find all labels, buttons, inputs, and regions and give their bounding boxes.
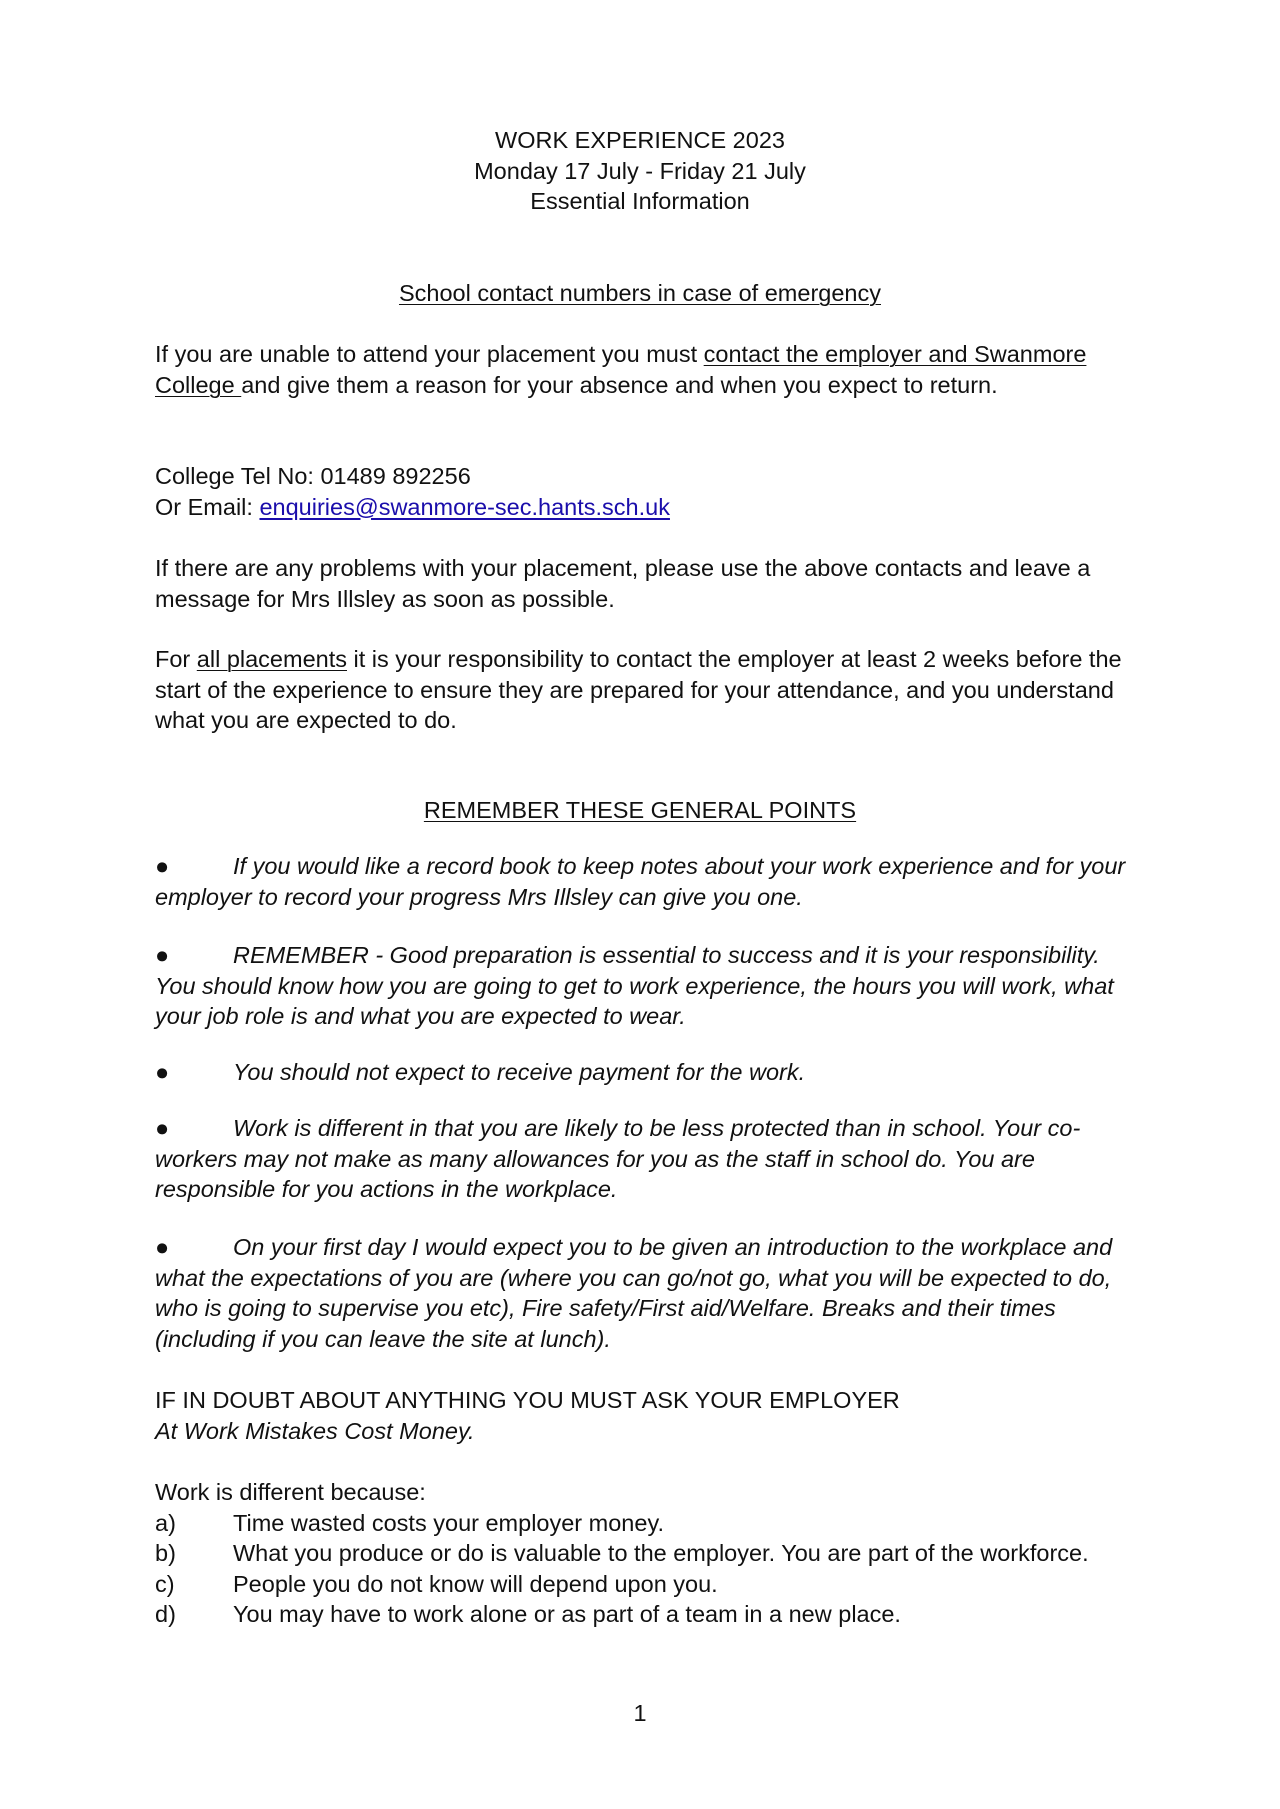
list-item: a) Time wasted costs your employer money.	[155, 1509, 664, 1536]
contacts-heading: School contact numbers in case of emergency	[398, 280, 881, 306]
email-link[interactable]: enquiries@swanmore-sec.hants.sch.uk	[259, 493, 670, 520]
all-placements-underlined: all placements	[196, 646, 347, 672]
general-point-5: ● On your first day I would expect you to be given an introduction to the workplace and what the expectations of you are (where you can go/not go, what you will be expected to do, who is going to supervise you etc), Fire safety/First aid/Welfare. Breaks and their times (including if you can leave the site at lunch).	[155, 1234, 1113, 1352]
work-different-block	[155, 1477, 1130, 1630]
problems-paragraph: If there are any problems with your placement, please use the above contacts and leave a message for Mrs Illsley as soon as possible.	[155, 555, 1091, 612]
doubt-block	[155, 1385, 1130, 1446]
absence-paragraph: If you are unable to attend your placement you must contact the employer and Swanmore College and give them a reason for your absence and when you expect to return.	[155, 341, 1087, 398]
mistakes-line: At Work Mistakes Cost Money.	[155, 1417, 475, 1444]
document-title: WORK EXPERIENCE 2023	[495, 127, 785, 153]
bullet-icon: ●	[155, 942, 170, 968]
general-point-2: ● REMEMBER - Good preparation is essential to success and it is your responsibility. You should know how you are going to get to work experience, the hours you will work, what your job role is and what you are expected to wear.	[155, 942, 1114, 1029]
list-item: d) You may have to work alone or as part of a team in a new place.	[155, 1601, 901, 1627]
general-point-1: ● If you would like a record book to keep notes about your work experience and for your employer to record your progress Mrs Illsley can give you one.	[155, 853, 1126, 910]
bullet-icon: ●	[155, 853, 170, 879]
college-tel: College Tel No: 01489 892256	[155, 463, 471, 489]
general-points-heading: REMEMBER THESE GENERAL POINTS	[423, 797, 857, 823]
general-point-3: ● You should not expect to receive payment for the work.	[155, 1057, 1130, 1088]
work-different-intro: Work is different because:	[155, 1479, 426, 1505]
contact-details	[155, 461, 1130, 522]
bullet-icon: ●	[155, 1234, 170, 1260]
bullet-icon: ●	[155, 1059, 170, 1085]
email-label: Or Email:	[155, 493, 260, 520]
list-item: c) People you do not know will depend upon you.	[155, 1570, 718, 1597]
document-dates: Monday 17 July - Friday 21 July	[474, 157, 806, 184]
document-header	[0, 125, 1280, 217]
page-number: 1	[633, 1700, 647, 1726]
doubt-line: IF IN DOUBT ABOUT ANYTHING YOU MUST ASK YOUR EMPLOYER	[155, 1387, 900, 1413]
document-subtitle: Essential Information	[530, 188, 750, 214]
absence-underlined: contact the employer and Swanmore College	[155, 341, 1087, 398]
list-item: b) What you produce or do is valuable to the employer. You are part of the workforce.	[155, 1540, 1089, 1566]
general-point-4: ● Work is different in that you are likely to be less protected than in school. Your co-workers may not make as many allowances for you as the staff in school do. You are responsible for you actions in the workplace.	[155, 1115, 1081, 1202]
placements-paragraph: For all placements it is your responsibility to contact the employer at least 2 weeks before the start of the experience to ensure they are prepared for your attendance, and you understand what you are expected to do.	[155, 646, 1122, 733]
bullet-icon: ●	[155, 1115, 170, 1141]
